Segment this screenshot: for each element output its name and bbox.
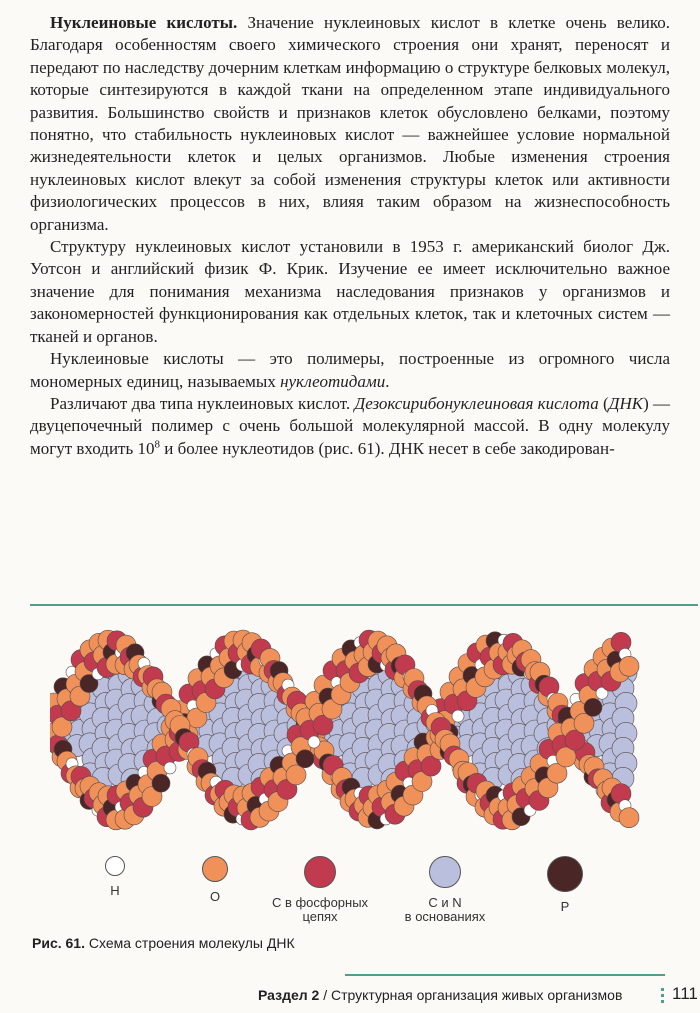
legend-item-p (510, 856, 620, 914)
page-number: 111 (672, 984, 698, 1003)
running-footer (258, 987, 622, 1003)
legend-item-cn-base (390, 856, 500, 924)
dna-molecule-illustration (50, 612, 640, 848)
paragraph-1-text: Значение нуклеиновых кислот в клетке очень велико. Благодаря особенностям своего химического строения они хранят, переносят и передают по наследству дочерним клеткам информацию о структуре белковых молекул, которые синтезируются в каждой ткани на определенном этапе индивидуального развития. Большинство свойств и признаков клеток обусловлено белками, поэтому понятно, что стабильность нуклеиновых кислот — важнейшее условие нормальной жизнедеятельности клеток и целых организмов. Любые изменения строения нуклеиновых кислот влекут за собой изменения структуры клеток или активности физиологических процессов в них, влияя таким образом на жизнеспособность организма. (30, 13, 670, 234)
paragraph-4-text: Различают два типа нуклеиновых кислот. (50, 393, 355, 413)
phosphorus-atom (152, 774, 170, 792)
hydrogen-dot (105, 856, 125, 876)
oxygen-atom (619, 808, 639, 828)
footer-divider (345, 974, 665, 976)
legend-label: H (110, 883, 120, 898)
legend-label: P (560, 899, 570, 914)
term-dna: ДНК (608, 393, 644, 413)
atom-legend (60, 856, 620, 924)
hydrogen-atom (164, 762, 176, 774)
legend-label: C и N в основаниях (404, 895, 486, 924)
exponent: 8 (154, 438, 160, 451)
paragraph-3 (30, 348, 670, 393)
section-title: / Структурная организация живых организмов (319, 987, 623, 1003)
oxygen-atom (619, 656, 639, 676)
paragraph-4-text: и более нуклеотидов (рис. 61). ДНК несет в себе закодирован- (159, 438, 615, 458)
paragraph-4-text: ) — двуцепочечный полимер с очень большой молекулярной массой. В одну молекулу могут входить 10 (30, 393, 670, 458)
legend-item-h (60, 856, 170, 898)
oxygen-atom (286, 765, 306, 785)
term-nucleotides: нуклеотидами (280, 371, 386, 391)
paragraph-4 (30, 393, 670, 460)
hydrogen-atom (308, 736, 320, 748)
carbon-phosphate-dot (304, 856, 336, 888)
phosphorus-dot (547, 856, 583, 892)
top-divider (30, 604, 698, 606)
phosphorus-atom (584, 698, 602, 716)
paragraph-2: Структуру нуклеиновых кислот установили в 1953 г. американский биолог Дж. Уотсон и английский физик Ф. Крик. Изучение ее имеет исключительно важное значение для понимания механизма наследования признаков у организмов и закономерностей функционирования как отдельных клеток, так и клеточных систем — тканей и органов. (30, 237, 670, 346)
section-heading: Нуклеиновые кислоты. (50, 13, 238, 32)
footer-dots (661, 988, 664, 1006)
term-dna-full: Дезоксирибонуклеиновая кислота (354, 393, 599, 413)
paragraph-3-text: Нуклеиновые кислоты — это полимеры, построенные из огромного числа мономерных единиц, называемых (30, 349, 670, 391)
body-text (30, 12, 670, 460)
figure-caption-text: Схема строения молекулы ДНК (84, 935, 295, 951)
figure-caption (32, 935, 295, 951)
figure-number: Рис. 61. (32, 935, 85, 951)
section-label: Раздел 2 (258, 987, 320, 1003)
paragraph-4-text: ( (598, 393, 609, 413)
legend-label: O (209, 889, 221, 904)
phosphorus-atom (296, 750, 314, 768)
legend-item-o (160, 856, 270, 904)
carbon-nitrogen-dot (429, 856, 461, 888)
legend-item-c-phosphate (265, 856, 375, 924)
oxygen-dot (202, 856, 228, 882)
legend-label: C в фосфорных цепях (271, 895, 369, 924)
paragraph-1 (30, 12, 670, 236)
hydrogen-atom (452, 710, 464, 722)
paragraph-3-end: . (385, 371, 390, 391)
